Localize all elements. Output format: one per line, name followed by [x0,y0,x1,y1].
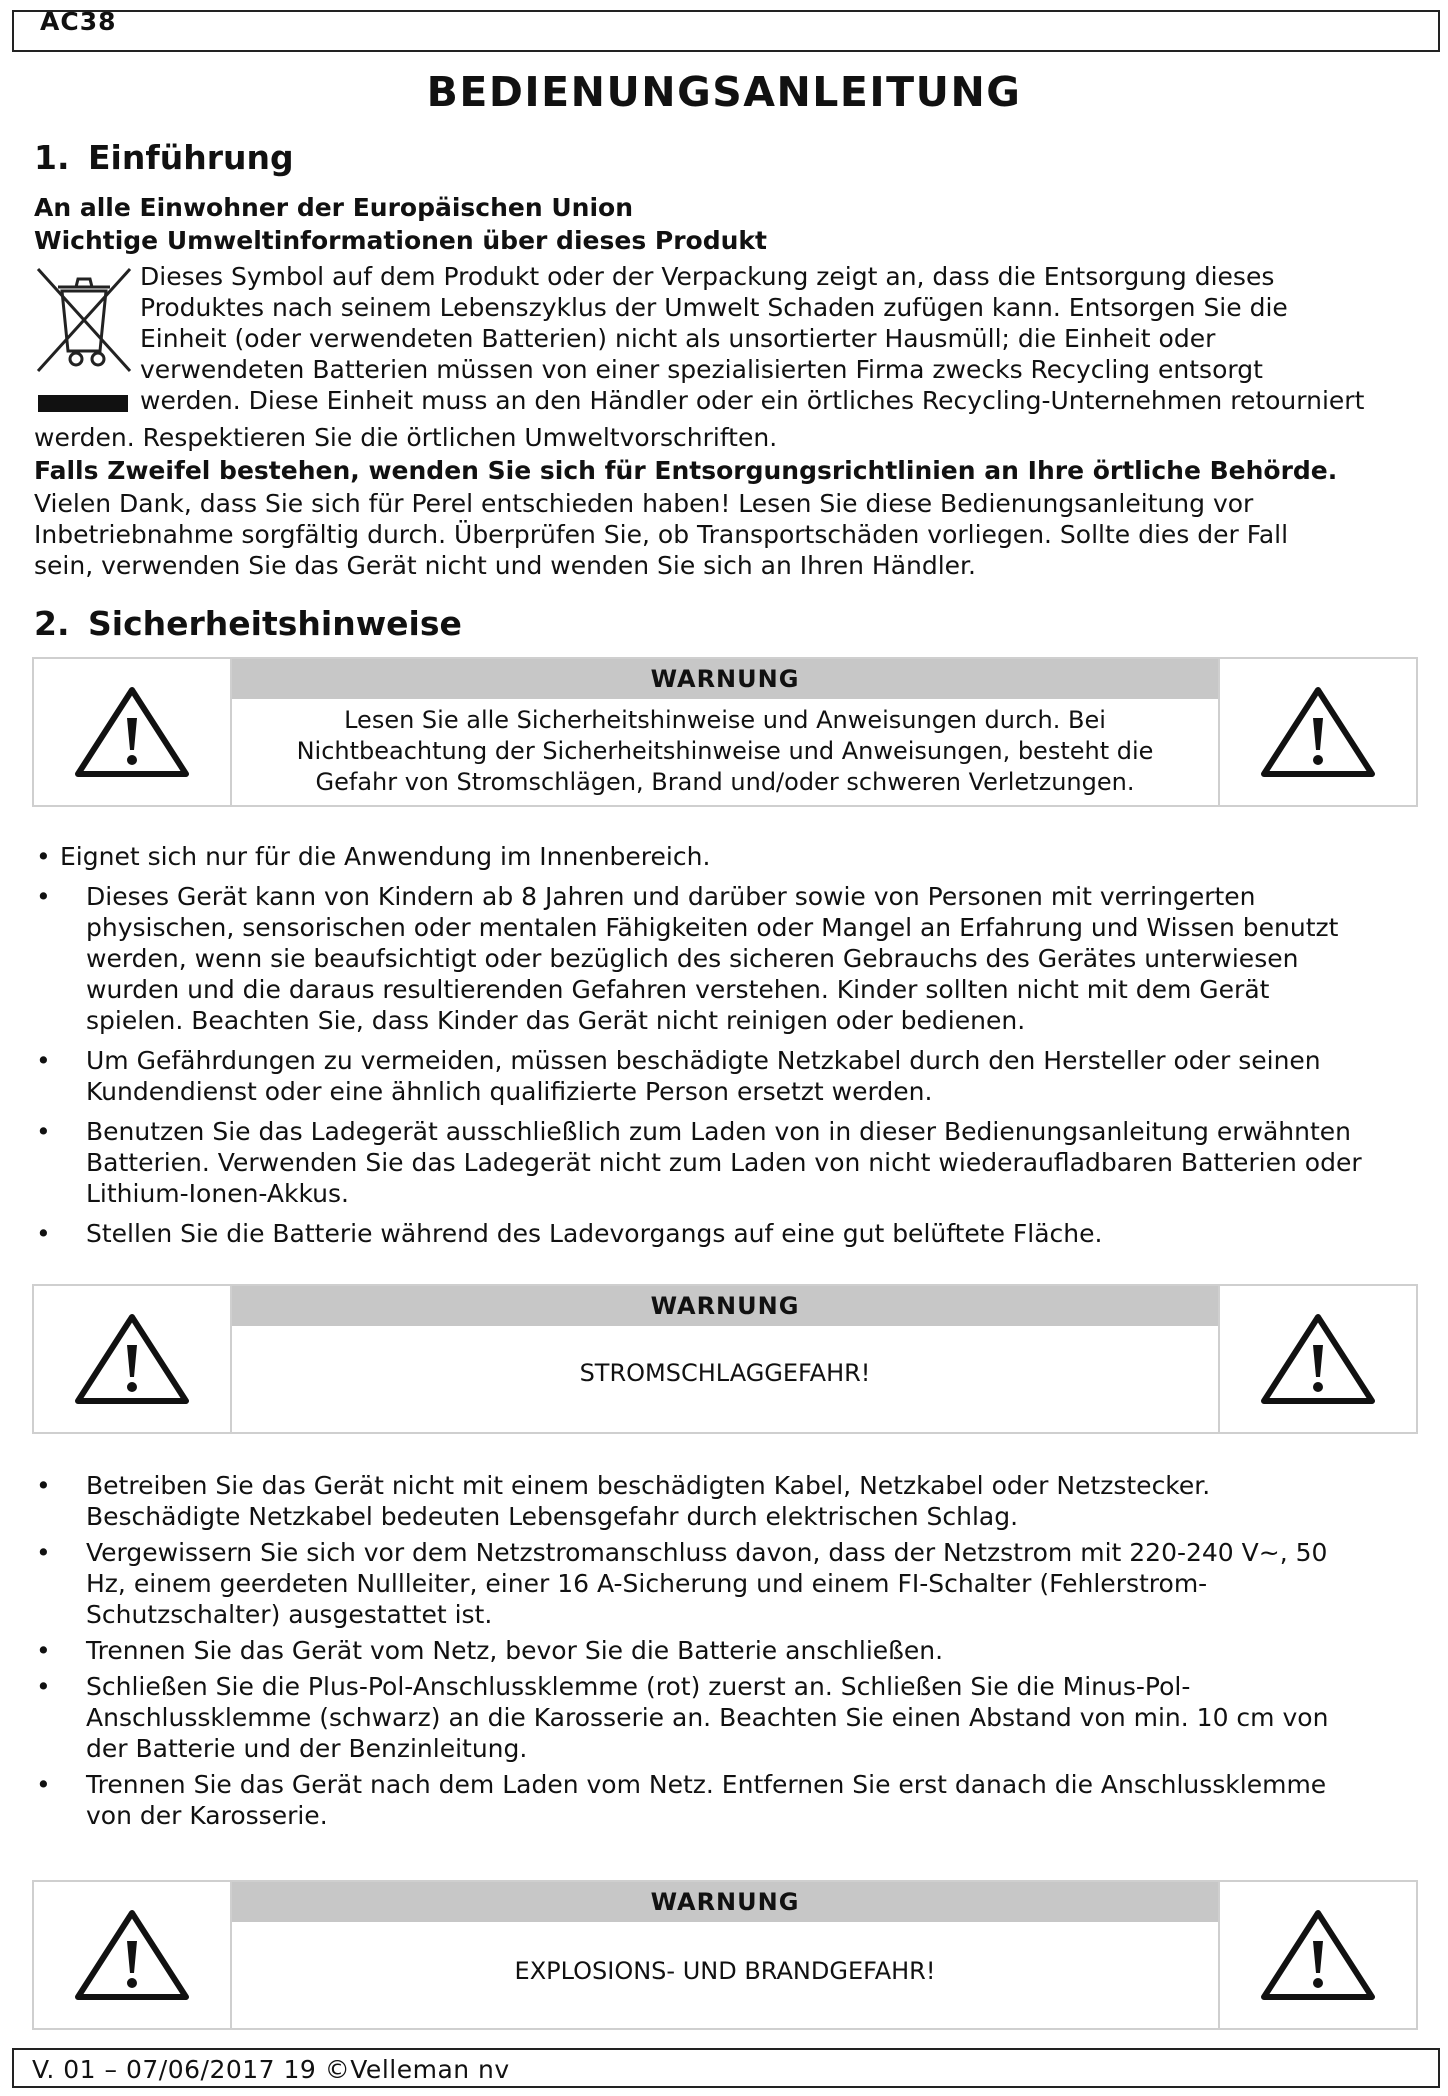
bullet-icon: • [36,842,51,871]
warning-text-line: EXPLOSIONS- UND BRANDGEFAHR! [514,1957,936,1985]
warning-icon-cell [34,1882,232,2028]
safety-list-2 [32,1470,1422,1831]
environment-info-line: Wichtige Umweltinformationen über dieses Produkt [34,226,767,255]
page-title: BEDIENUNGSANLEITUNG [426,68,1022,116]
thank-you-paragraph [34,488,1434,581]
list-item-line: Trennen Sie das Gerät vom Netz, bevor Sie die Batterie anschließen. [86,1636,944,1665]
list-item [32,841,1422,872]
list-item [32,1769,1422,1831]
list-item-line: Beschädigte Netzkabel bedeuten Lebensgefahr durch elektrischen Schlag. [86,1502,1019,1531]
crossed-out-wheelie-bin-icon [32,265,136,375]
list-item-line: Kundendienst oder eine ähnlich qualifizierte Person ersetzt werden. [86,1077,933,1106]
bullet-icon: • [36,1471,51,1500]
list-item-line: Dieses Gerät kann von Kindern ab 8 Jahren und darüber sowie von Personen mit verringerten [86,882,1256,911]
product-code: AC38 [40,7,117,36]
weee-text-last-line: werden. Respektieren Sie die örtlichen Umweltvorschriften. [34,423,778,452]
list-item-line: der Batterie und der Benzinleitung. [86,1734,528,1763]
list-item-line: wurden und die daraus resultierenden Gefahren verstehen. Kinder sollten nicht mit dem Gerät [86,975,1270,1004]
warning-triangle-icon [1258,1907,1378,2003]
bullet-icon: • [36,1219,51,1248]
warning-label: WARNUNG [232,659,1218,699]
warning-text-line: Gefahr von Stromschlägen, Brand und/oder schweren Verletzungen. [315,768,1135,796]
warning-text [232,1326,1218,1389]
list-item [32,1045,1422,1107]
warning-triangle-icon [72,1907,192,2003]
list-item-line: von der Karosserie. [86,1801,328,1830]
list-item-line: Trennen Sie das Gerät nach dem Laden vom Netz. Entfernen Sie erst danach die Anschlussklemme [86,1770,1327,1799]
bullet-icon: • [36,1538,51,1567]
bullet-icon: • [36,1636,51,1665]
warning-content [232,1882,1218,2028]
list-item-line: spielen. Beachten Sie, dass Kinder das Gerät nicht reinigen oder bedienen. [86,1006,1026,1035]
safety-list-1 [32,841,1422,1249]
warning-text [232,699,1218,798]
list-item-line: Stellen Sie die Batterie während des Ladevorgangs auf eine gut belüftete Fläche. [86,1219,1103,1248]
warning-box [32,1880,1418,2030]
disposal-notice: Falls Zweifel bestehen, wenden Sie sich für Entsorgungsrichtlinien an Ihre örtliche Behörde. [34,456,1338,485]
section-title: Einführung [88,138,294,177]
paragraph-line: sein, verwenden Sie das Gerät nicht und wenden Sie sich an Ihren Händler. [34,551,976,580]
section-number: 2. [34,604,70,643]
list-item-line: Schließen Sie die Plus-Pol-Anschlussklemme (rot) zuerst an. Schließen Sie die Minus-Pol- [86,1672,1191,1701]
warning-icon-cell [34,1286,232,1432]
footer-version-info: V. 01 – 07/06/2017 19 ©Velleman nv [32,2055,510,2084]
bullet-icon: • [36,1770,51,1799]
eu-residents-line: An alle Einwohner der Europäischen Union [34,193,634,222]
list-item-line: Betreiben Sie das Gerät nicht mit einem beschädigten Kabel, Netzkabel oder Netzstecker. [86,1471,1211,1500]
section-heading-introduction [34,138,294,177]
warning-icon-cell [1218,659,1416,805]
bullet-icon: • [36,1672,51,1701]
list-item-line: Um Gefährdungen zu vermeiden, müssen beschädigte Netzkabel durch den Hersteller oder seinen [86,1046,1321,1075]
list-item-line: werden, wenn sie beaufsichtigt oder bezüglich des sicheren Gebrauchs des Gerätes unterwiesen [86,944,1299,973]
warning-triangle-icon [1258,1311,1378,1407]
warning-text [232,1922,1218,1987]
list-item [32,1218,1422,1249]
weee-text-line: Dieses Symbol auf dem Produkt oder der Verpackung zeigt an, dass die Entsorgung dieses [140,262,1275,291]
warning-triangle-icon [1258,684,1378,780]
warning-triangle-icon [72,1311,192,1407]
list-item [32,881,1422,1036]
warning-text-line: Nichtbeachtung der Sicherheitshinweise und Anweisungen, besteht die [296,737,1154,765]
document-header-box [12,10,1440,52]
weee-text-line: verwendeten Batterien müssen von einer spezialisierten Firma zwecks Recycling entsorgt [140,355,1263,384]
list-item-line: Lithium-Ionen-Akkus. [86,1179,350,1208]
list-item-line: physischen, sensorischen oder mentalen Fähigkeiten oder Mangel an Erfahrung und Wissen benutzt [86,913,1339,942]
list-item [32,1116,1422,1209]
weee-text-line: Einheit (oder verwendeten Batterien) nicht als unsortierter Hausmüll; die Einheit oder [140,324,1216,353]
list-item-line: Eignet sich nur für die Anwendung im Innenbereich. [60,842,711,871]
weee-marking-bar [38,395,128,412]
weee-text-block [140,261,1440,416]
paragraph-line: Vielen Dank, dass Sie sich für Perel entschieden haben! Lesen Sie diese Bedienungsanleitung vor [34,489,1254,518]
warning-text-line: Lesen Sie alle Sicherheitshinweise und Anweisungen durch. Bei [344,706,1106,734]
warning-label: WARNUNG [232,1882,1218,1922]
list-item-line: Benutzen Sie das Ladegerät ausschließlich zum Laden von in dieser Bedienungsanleitung erwähnten [86,1117,1352,1146]
warning-content [232,659,1218,805]
bullet-icon: • [36,1046,51,1075]
list-item [32,1635,1422,1666]
section-number: 1. [34,138,70,177]
list-item-line: Batterien. Verwenden Sie das Ladegerät nicht zum Laden von nicht wiederaufladbaren Batterien oder [86,1148,1362,1177]
warning-text-line: STROMSCHLAGGEFAHR! [579,1359,871,1387]
warning-content [232,1286,1218,1432]
warning-triangle-icon [72,684,192,780]
bullet-icon: • [36,882,51,911]
warning-box [32,657,1418,807]
warning-icon-cell [1218,1286,1416,1432]
warning-box [32,1284,1418,1434]
list-item-line: Schutzschalter) ausgestattet ist. [86,1600,493,1629]
list-item-line: Vergewissern Sie sich vor dem Netzstromanschluss davon, dass der Netzstrom mit 220-240 V~, 50 [86,1538,1328,1567]
warning-label: WARNUNG [232,1286,1218,1326]
list-item [32,1671,1422,1764]
weee-text-line: Produktes nach seinem Lebenszyklus der Umwelt Schaden zufügen kann. Entsorgen Sie die [140,293,1288,322]
weee-text-line: werden. Diese Einheit muss an den Händler oder ein örtliches Recycling-Unternehmen retourniert [140,386,1365,415]
list-item-line: Anschlussklemme (schwarz) an die Karosserie an. Beachten Sie einen Abstand von min. 10 cm von [86,1703,1329,1732]
section-title: Sicherheitshinweise [88,604,462,643]
paragraph-line: Inbetriebnahme sorgfältig durch. Überprüfen Sie, ob Transportschäden vorliegen. Sollte dies der Fall [34,520,1289,549]
bullet-icon: • [36,1117,51,1146]
section-heading-safety [34,604,462,643]
list-item-line: Hz, einem geerdeten Nullleiter, einer 16 A-Sicherung und einem FI-Schalter (Fehlerstrom- [86,1569,1208,1598]
list-item [32,1537,1422,1630]
list-item [32,1470,1422,1532]
warning-icon-cell [34,659,232,805]
warning-icon-cell [1218,1882,1416,2028]
